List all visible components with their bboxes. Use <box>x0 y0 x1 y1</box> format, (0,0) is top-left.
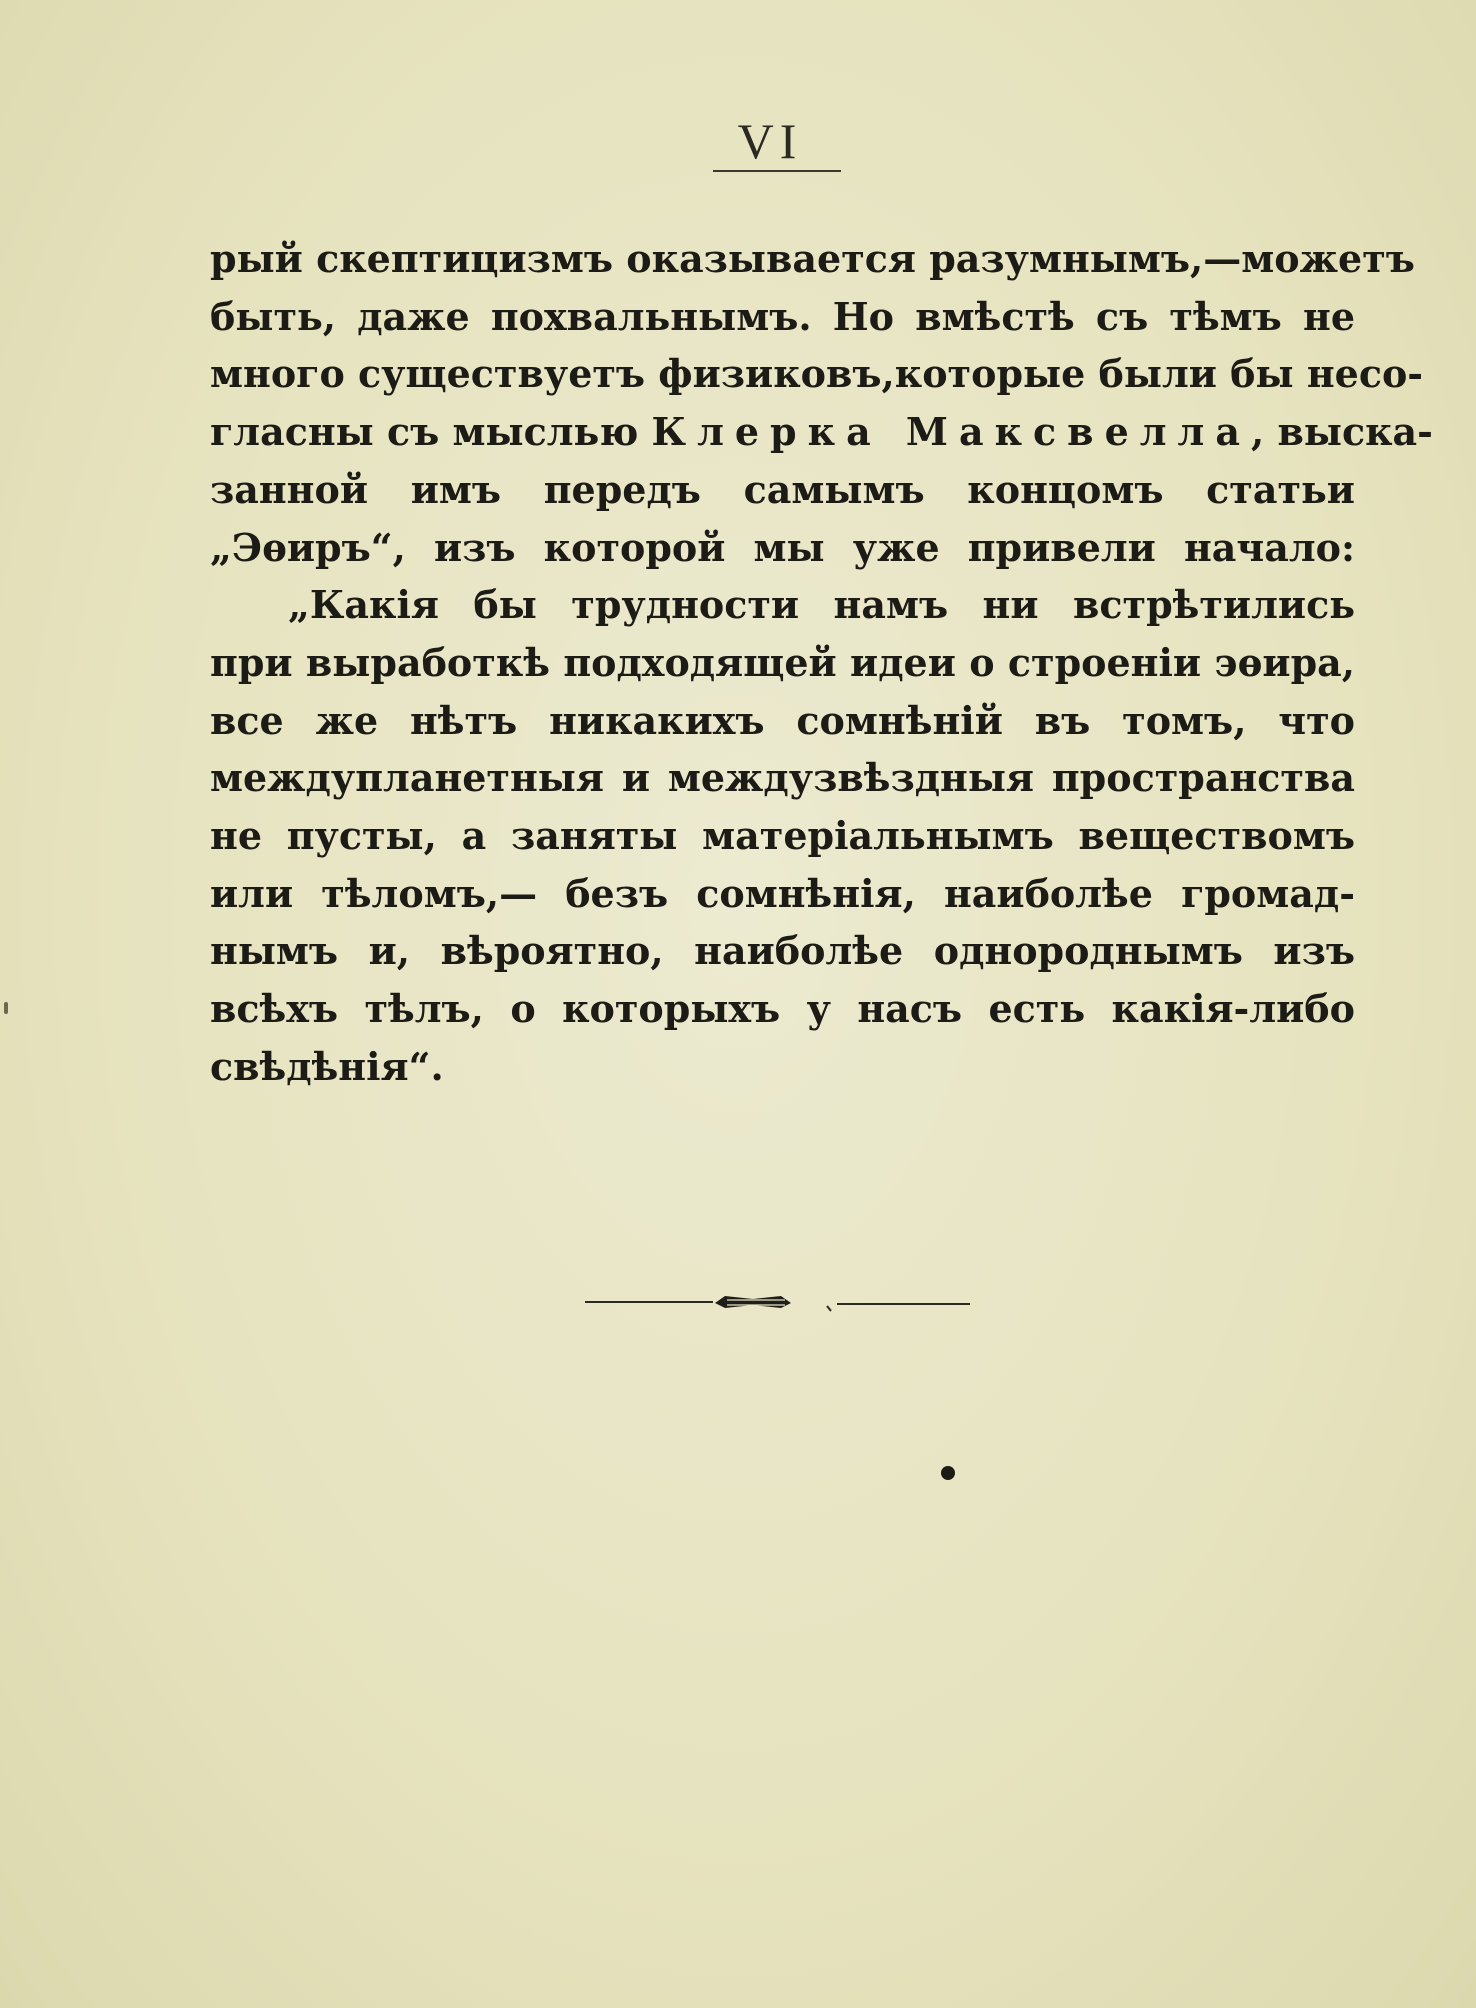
spaced-name: Клерка Максвелла <box>651 409 1251 455</box>
ink-spot <box>941 1466 955 1480</box>
text-fragment: , выска- <box>1250 409 1433 455</box>
text-line: не пусты, а заняты матеріальнымъ веществомъ <box>210 813 1355 859</box>
text-line: при выработкѣ подходящей идеи о строеніи эѳира, <box>210 639 1355 685</box>
decorative-divider <box>585 1290 970 1316</box>
text-line: междупланетныя и междузвѣздныя пространства <box>210 755 1355 801</box>
text-fragment: гласны съ мыслью <box>210 409 639 455</box>
text-line: все же нѣтъ никакихъ сомнѣній въ томъ, что <box>210 697 1355 743</box>
divider-ornament-center <box>715 1296 791 1308</box>
text-line: рый скептицизмъ оказывается разумнымъ,—можетъ <box>210 236 1415 281</box>
text-line: нымъ и, вѣроятно, наиболѣе однороднымъ изъ <box>210 928 1355 974</box>
text-line: „Эѳиръ“, изъ которой мы уже привели начало: <box>210 524 1355 570</box>
text-line <box>210 403 1433 461</box>
page-number-underline <box>713 170 841 172</box>
text-line: быть, даже похвальнымъ. Но вмѣстѣ съ тѣмъ не <box>210 293 1355 339</box>
text-line: всѣхъ тѣлъ, о которыхъ у насъ есть какія-либо <box>210 986 1355 1032</box>
body-text <box>210 230 1433 1096</box>
text-line: много существуетъ физиковъ,которые были бы несо- <box>210 351 1424 397</box>
page-number: VI <box>737 113 803 169</box>
divider-tick <box>827 1306 831 1311</box>
margin-mark <box>4 1002 8 1014</box>
text-line-last: свѣдѣнія“. <box>210 1043 444 1089</box>
text-line: или тѣломъ,— безъ сомнѣнія, наиболѣе громад- <box>210 870 1355 916</box>
text-line: занной имъ передъ самымъ концомъ статьи <box>210 466 1355 512</box>
text-line-paragraph-start: „Какія бы трудности намъ ни встрѣтились <box>288 582 1355 628</box>
